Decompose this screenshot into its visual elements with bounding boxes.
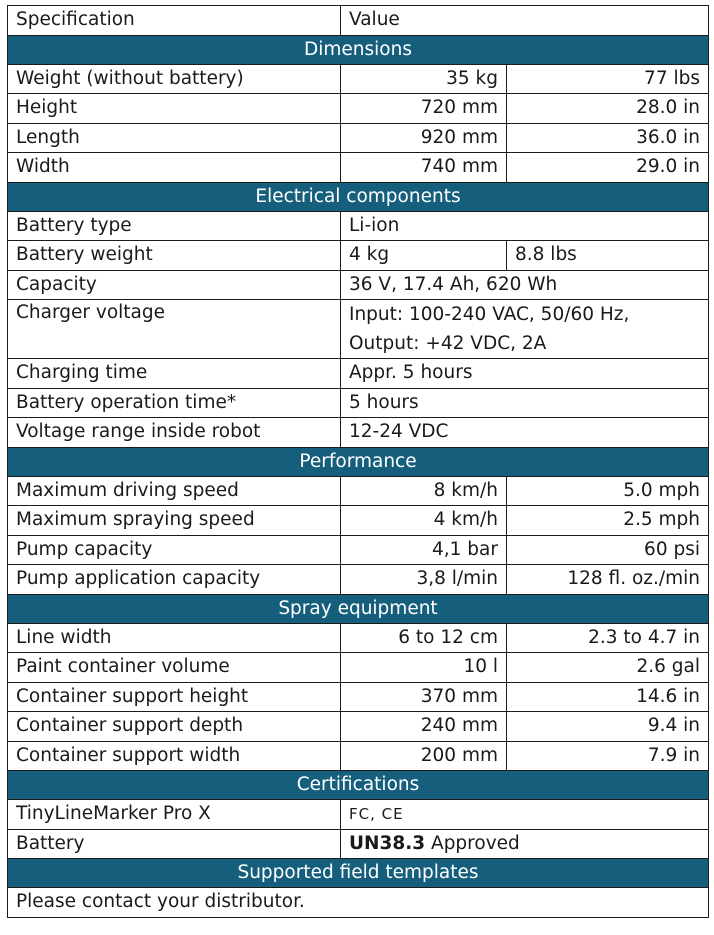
row-value: Li-ion	[341, 211, 709, 241]
metric-value: 4,1 bar	[341, 535, 507, 565]
table-row	[8, 388, 709, 418]
section-title: Supported field templates	[8, 859, 709, 888]
metric-value: 3,8 l/min	[341, 565, 507, 595]
row-label: Battery type	[8, 211, 341, 241]
table-row	[8, 682, 709, 712]
row-value: 12-24 VDC	[341, 418, 709, 448]
imperial-value: 7.9 in	[507, 741, 709, 771]
table-row	[8, 270, 709, 300]
imperial-value: 36.0 in	[507, 123, 709, 153]
metric-value: 4 kg	[341, 241, 507, 271]
section-title: Electrical components	[8, 182, 709, 211]
row-value: 5 hours	[341, 388, 709, 418]
row-label: Container support height	[8, 682, 341, 712]
section-title: Spray equipment	[8, 594, 709, 623]
metric-value: 8 km/h	[341, 476, 507, 506]
row-label: Weight (without battery)	[8, 64, 341, 94]
table-row	[8, 153, 709, 183]
section-title: Dimensions	[8, 35, 709, 64]
charger-input: Input: 100-240 VAC, 50/60 Hz,	[349, 304, 630, 325]
templates-note: Please contact your distributor.	[8, 888, 709, 918]
imperial-value: 128 fl. oz./min	[507, 565, 709, 595]
battery-status: Approved	[425, 832, 520, 854]
specification-table	[7, 5, 709, 918]
table-row	[8, 94, 709, 124]
row-label: TinyLineMarker Pro X	[8, 800, 341, 830]
table-row	[8, 241, 709, 271]
row-label: Maximum spraying speed	[8, 506, 341, 536]
section-title: Certifications	[8, 771, 709, 800]
metric-value: 920 mm	[341, 123, 507, 153]
metric-value: 740 mm	[341, 153, 507, 183]
fcc-ce-marks-icon: FC, CE	[341, 800, 709, 830]
row-label: Battery	[8, 829, 341, 859]
row-value: 36 V, 17.4 Ah, 620 Wh	[341, 270, 709, 300]
imperial-value: 8.8 lbs	[507, 241, 709, 271]
section-spray-equipment	[8, 594, 709, 623]
imperial-value: 9.4 in	[507, 712, 709, 742]
table-row	[8, 829, 709, 859]
imperial-value: 2.5 mph	[507, 506, 709, 536]
row-label: Pump capacity	[8, 535, 341, 565]
row-value: Appr. 5 hours	[341, 359, 709, 389]
imperial-value: 5.0 mph	[507, 476, 709, 506]
metric-value: 10 l	[341, 653, 507, 683]
metric-value: 4 km/h	[341, 506, 507, 536]
battery-standard: UN38.3	[349, 832, 426, 854]
metric-value: 370 mm	[341, 682, 507, 712]
row-value	[341, 829, 709, 859]
table-row	[8, 211, 709, 241]
table-row	[8, 653, 709, 683]
imperial-value: 28.0 in	[507, 94, 709, 124]
imperial-value: 77 lbs	[507, 64, 709, 94]
table-row	[8, 535, 709, 565]
table-row	[8, 64, 709, 94]
table-row	[8, 359, 709, 389]
metric-value: 6 to 12 cm	[341, 623, 507, 653]
imperial-value: 2.6 gal	[507, 653, 709, 683]
table-row	[8, 565, 709, 595]
section-electrical	[8, 182, 709, 211]
section-certifications	[8, 771, 709, 800]
row-label: Charging time	[8, 359, 341, 389]
metric-value: 35 kg	[341, 64, 507, 94]
table-row	[8, 623, 709, 653]
row-label: Voltage range inside robot	[8, 418, 341, 448]
imperial-value: 2.3 to 4.7 in	[507, 623, 709, 653]
row-label: Battery weight	[8, 241, 341, 271]
table-row	[8, 800, 709, 830]
section-title: Performance	[8, 447, 709, 476]
row-value	[341, 300, 709, 359]
metric-value: 200 mm	[341, 741, 507, 771]
imperial-value: 60 psi	[507, 535, 709, 565]
row-label: Length	[8, 123, 341, 153]
metric-value: 240 mm	[341, 712, 507, 742]
row-label: Paint container volume	[8, 653, 341, 683]
table-row	[8, 476, 709, 506]
row-label: Battery operation time*	[8, 388, 341, 418]
row-label: Height	[8, 94, 341, 124]
section-field-templates	[8, 859, 709, 888]
imperial-value: 14.6 in	[507, 682, 709, 712]
table-row	[8, 741, 709, 771]
table-row	[8, 888, 709, 918]
row-label: Width	[8, 153, 341, 183]
metric-value: 720 mm	[341, 94, 507, 124]
header-value: Value	[341, 6, 709, 36]
imperial-value: 29.0 in	[507, 153, 709, 183]
table-row	[8, 123, 709, 153]
table-row	[8, 418, 709, 448]
row-label: Line width	[8, 623, 341, 653]
charger-output: Output: +42 VDC, 2A	[349, 333, 547, 354]
header-row	[8, 6, 709, 36]
header-spec: Specification	[8, 6, 341, 36]
row-label: Maximum driving speed	[8, 476, 341, 506]
table-row	[8, 712, 709, 742]
section-performance	[8, 447, 709, 476]
table-row	[8, 300, 709, 359]
row-label: Capacity	[8, 270, 341, 300]
table-row	[8, 506, 709, 536]
row-label: Container support width	[8, 741, 341, 771]
row-label: Pump application capacity	[8, 565, 341, 595]
row-label: Charger voltage	[8, 300, 341, 359]
section-dimensions	[8, 35, 709, 64]
row-label: Container support depth	[8, 712, 341, 742]
